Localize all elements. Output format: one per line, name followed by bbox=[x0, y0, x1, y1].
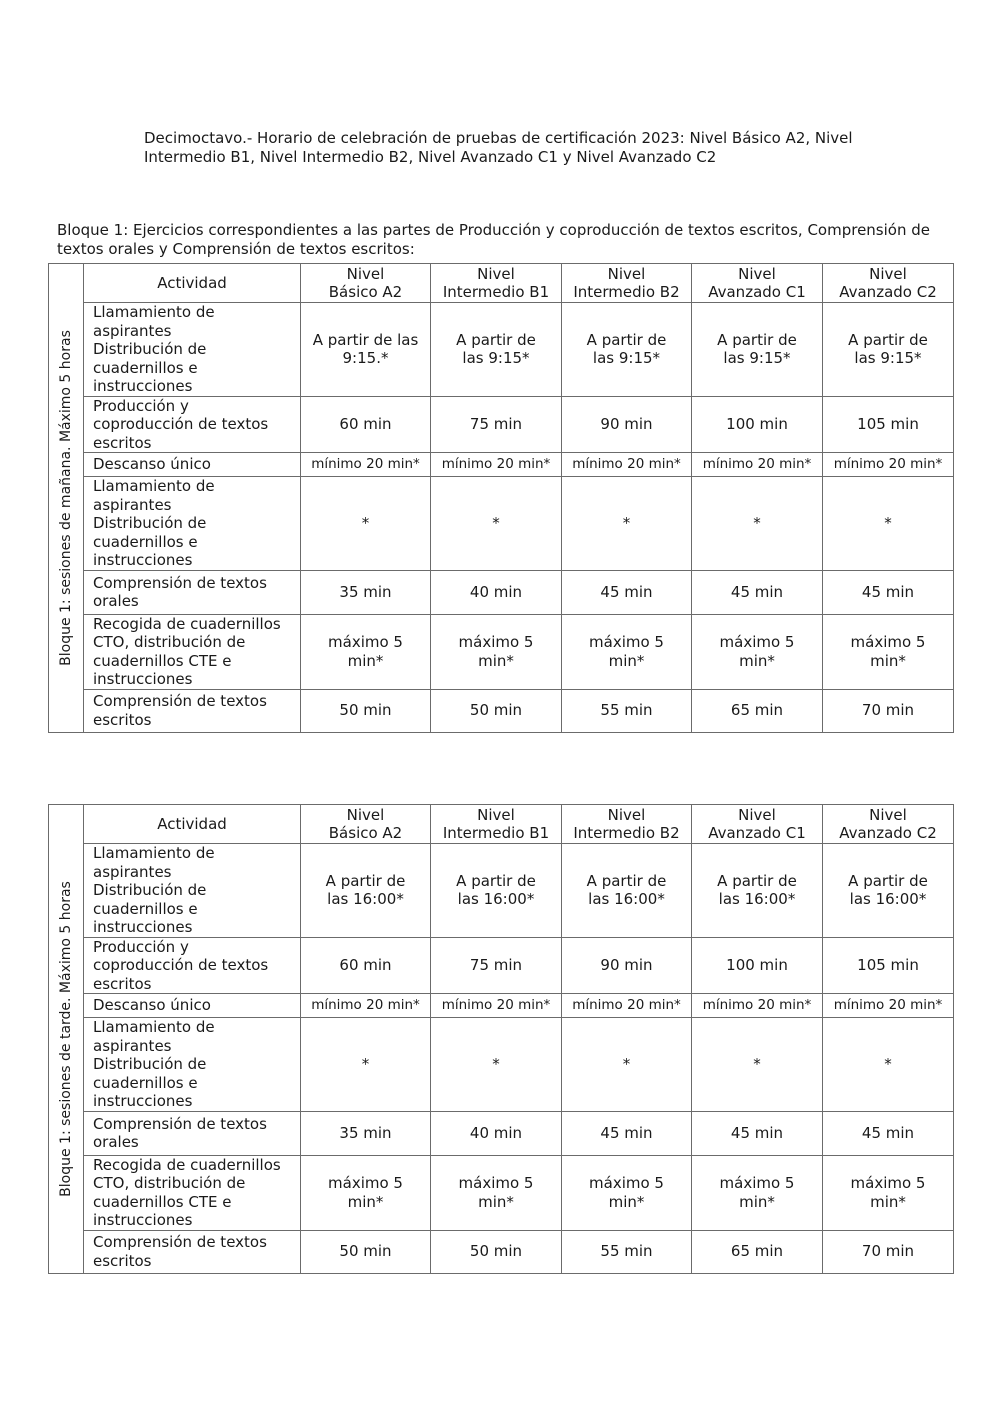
schedule-value-cell bbox=[562, 614, 692, 689]
schedule-value-cell bbox=[431, 1155, 562, 1230]
value-text: * bbox=[361, 514, 370, 532]
activity-cell bbox=[84, 1230, 301, 1273]
column-header-level bbox=[562, 264, 692, 303]
header-row bbox=[49, 805, 954, 844]
value-text: 70 min bbox=[861, 701, 915, 720]
value-text: mínimo 20 min* bbox=[833, 456, 943, 473]
value-line: A partir de bbox=[586, 330, 667, 349]
table-row-recogida bbox=[49, 614, 954, 689]
table-row-cte bbox=[49, 689, 954, 732]
value-text: 65 min bbox=[730, 1242, 784, 1261]
column-header-level bbox=[301, 264, 431, 303]
value-text: 100 min bbox=[726, 415, 788, 433]
table-row-descanso bbox=[49, 994, 954, 1018]
value-line: máximo 5 bbox=[589, 1174, 664, 1192]
value-line: máximo 5 bbox=[850, 633, 926, 651]
schedule-value-cell bbox=[431, 1230, 562, 1273]
table-row-llamamiento-1 bbox=[49, 844, 954, 938]
value-text: 90 min bbox=[600, 956, 653, 974]
schedule-value-cell bbox=[823, 396, 954, 453]
session-side-label bbox=[49, 264, 84, 733]
schedule-value-cell bbox=[823, 453, 954, 477]
value-line: las 16:00* bbox=[327, 890, 404, 909]
activity-line: escritos bbox=[93, 710, 152, 729]
value-line: máximo 5 bbox=[850, 1174, 926, 1192]
level-label-line2: Intermedio B2 bbox=[573, 824, 680, 842]
value-line: máximo 5 bbox=[328, 1174, 403, 1192]
value-line: las 16:00* bbox=[457, 890, 535, 909]
value-text: mínimo 20 min* bbox=[572, 456, 681, 473]
value-text: mínimo 20 min* bbox=[311, 997, 420, 1014]
schedule-value-cell bbox=[301, 1230, 431, 1273]
schedule-value-cell bbox=[562, 1018, 692, 1112]
value-text: 50 min bbox=[339, 1242, 392, 1261]
activity-cell bbox=[84, 477, 301, 571]
schedule-value-cell bbox=[562, 1155, 692, 1230]
schedule-value-cell bbox=[823, 994, 954, 1018]
schedule-value-cell bbox=[562, 396, 692, 453]
value-text: 35 min bbox=[339, 1123, 392, 1142]
value-line: las 16:00* bbox=[849, 890, 927, 909]
schedule-value-cell bbox=[562, 1230, 692, 1273]
activity-line: cuadernillos e bbox=[93, 358, 198, 377]
table-row-llamamiento-1 bbox=[49, 303, 954, 397]
schedule-value-cell bbox=[823, 1230, 954, 1273]
column-header-level bbox=[823, 805, 954, 844]
schedule-value-cell bbox=[562, 689, 692, 732]
value-text: mínimo 20 min* bbox=[702, 997, 812, 1014]
table-row-llamamiento-2 bbox=[49, 477, 954, 571]
value-text: 105 min bbox=[857, 956, 919, 974]
value-text: 75 min bbox=[469, 415, 523, 433]
value-line: min* bbox=[347, 651, 384, 670]
schedule-value-cell bbox=[823, 1155, 954, 1230]
value-line: máximo 5 bbox=[719, 1174, 795, 1192]
value-text: 55 min bbox=[600, 1242, 653, 1261]
activity-line: cuadernillos e bbox=[93, 532, 198, 551]
schedule-value-cell bbox=[301, 1155, 431, 1230]
value-text: * bbox=[884, 1055, 892, 1073]
schedule-value-cell bbox=[301, 396, 431, 453]
value-line: A partir de bbox=[456, 330, 536, 349]
value-text: mínimo 20 min* bbox=[833, 997, 943, 1014]
value-text: 45 min bbox=[600, 1123, 653, 1142]
value-line: min* bbox=[347, 1192, 384, 1211]
value-text: 60 min bbox=[339, 956, 392, 974]
schedule-value-cell bbox=[823, 477, 954, 571]
activity-line: instrucciones bbox=[93, 670, 193, 688]
schedule-value-cell bbox=[431, 396, 562, 453]
value-line: máximo 5 bbox=[458, 633, 534, 651]
schedule-value-cell bbox=[431, 844, 562, 938]
activity-line: Descanso único bbox=[93, 455, 211, 474]
table-row-produccion bbox=[49, 396, 954, 453]
level-label-line2: Avanzado C1 bbox=[708, 824, 806, 842]
activity-line: escritos bbox=[93, 974, 152, 993]
schedule-value-cell bbox=[431, 994, 562, 1018]
schedule-value-cell bbox=[431, 1018, 562, 1112]
schedule-value-cell bbox=[301, 570, 431, 614]
schedule-value-cell bbox=[823, 614, 954, 689]
value-text: 90 min bbox=[600, 415, 653, 433]
column-header-level bbox=[692, 264, 823, 303]
value-line: las 9:15* bbox=[723, 349, 791, 368]
schedule-value-cell bbox=[301, 303, 431, 397]
schedule-value-cell bbox=[692, 303, 823, 397]
level-label-line1: Nivel bbox=[869, 264, 907, 283]
schedule-value-cell bbox=[431, 614, 562, 689]
level-label-line2: Avanzado C2 bbox=[839, 824, 937, 842]
value-text: 40 min bbox=[469, 582, 523, 601]
value-line: A partir de bbox=[848, 871, 928, 890]
schedule-value-cell bbox=[692, 689, 823, 732]
schedule-value-cell bbox=[431, 570, 562, 614]
level-label-line2: Avanzado C1 bbox=[708, 283, 806, 301]
header-row bbox=[49, 264, 954, 303]
value-text: mínimo 20 min* bbox=[441, 456, 551, 473]
table-row-descanso bbox=[49, 453, 954, 477]
value-line: máximo 5 bbox=[458, 1174, 534, 1192]
activity-line: Comprensión de textos bbox=[93, 1233, 267, 1251]
value-line: máximo 5 bbox=[719, 633, 795, 651]
block-intro: Bloque 1: Ejercicios correspondientes a las partes de Producción y coproducción de textos escritos, Comprensión de textos orales y Comprensión de textos escritos: bbox=[57, 221, 930, 258]
value-text: mínimo 20 min* bbox=[311, 456, 420, 473]
activity-line: Comprensión de textos bbox=[93, 1114, 267, 1133]
activity-line: aspirantes bbox=[93, 862, 172, 881]
value-text: mínimo 20 min* bbox=[572, 997, 681, 1014]
value-line: máximo 5 bbox=[328, 633, 403, 651]
column-header-activity: Actividad bbox=[84, 264, 301, 303]
value-line: min* bbox=[870, 651, 906, 670]
column-header-level bbox=[823, 264, 954, 303]
schedule-value-cell bbox=[301, 453, 431, 477]
activity-cell bbox=[84, 1018, 301, 1112]
schedule-value-cell bbox=[823, 303, 954, 397]
value-line: A partir de bbox=[325, 871, 406, 890]
value-text: * bbox=[884, 514, 892, 532]
value-text: * bbox=[492, 514, 500, 532]
schedule-value-cell bbox=[301, 844, 431, 938]
schedule-value-cell bbox=[301, 689, 431, 732]
value-line: máximo 5 bbox=[589, 633, 664, 651]
activity-line: Distribución de bbox=[93, 340, 207, 358]
table-row-produccion bbox=[49, 937, 954, 994]
value-text: 45 min bbox=[861, 1123, 915, 1142]
value-line: las 9:15* bbox=[462, 349, 530, 368]
schedule-value-cell bbox=[692, 1111, 823, 1155]
side-label-text: Bloque 1: sesiones de mañana. Máximo 5 horas bbox=[57, 329, 74, 666]
activity-line: coproducción de textos bbox=[93, 415, 269, 433]
activity-line: Descanso único bbox=[93, 996, 211, 1015]
activity-line: Recogida de cuadernillos bbox=[93, 614, 281, 633]
schedule-value-cell bbox=[562, 937, 692, 994]
schedule-value-cell bbox=[301, 477, 431, 571]
activity-cell bbox=[84, 303, 301, 397]
value-line: min* bbox=[478, 651, 514, 670]
level-label-line2: Básico A2 bbox=[328, 283, 403, 301]
activity-cell bbox=[84, 396, 301, 453]
activity-line: cuadernillos e bbox=[93, 899, 198, 918]
level-label-line1: Nivel bbox=[477, 805, 515, 824]
document-heading: Decimoctavo.- Horario de celebración de pruebas de certificación 2023: Nivel Básico A2, Nivel Intermedio B1, Nivel Intermedio B2, Nivel Avanzado C1 y Nivel Avanzado C2 bbox=[144, 129, 853, 166]
activity-line: Producción y bbox=[93, 396, 189, 415]
schedule-value-cell bbox=[823, 1018, 954, 1112]
table-row-llamamiento-2 bbox=[49, 1018, 954, 1112]
activity-line: Distribución de bbox=[93, 1055, 207, 1073]
schedule-value-cell bbox=[431, 689, 562, 732]
value-text: 75 min bbox=[469, 956, 523, 974]
level-label-line1: Nivel bbox=[607, 264, 646, 283]
activity-line: Recogida de cuadernillos bbox=[93, 1155, 281, 1174]
schedule-value-cell bbox=[692, 994, 823, 1018]
activity-line: aspirantes bbox=[93, 495, 172, 514]
schedule-value-cell bbox=[431, 937, 562, 994]
activity-line: Comprensión de textos bbox=[93, 692, 267, 710]
schedule-value-cell bbox=[692, 570, 823, 614]
schedule-value-cell bbox=[562, 570, 692, 614]
schedule-table-morning bbox=[48, 263, 954, 733]
value-line: A partir de bbox=[586, 871, 667, 890]
value-line: las 16:00* bbox=[718, 890, 796, 909]
activity-cell bbox=[84, 570, 301, 614]
schedule-value-cell bbox=[692, 937, 823, 994]
value-text: 60 min bbox=[339, 415, 392, 433]
schedule-value-cell bbox=[823, 689, 954, 732]
level-label-line1: Nivel bbox=[346, 264, 385, 283]
value-line: 9:15.* bbox=[342, 349, 389, 368]
level-label-line2: Avanzado C2 bbox=[839, 283, 937, 301]
level-label-line2: Intermedio B2 bbox=[573, 283, 680, 301]
value-line: A partir de bbox=[717, 330, 797, 349]
activity-line: Producción y bbox=[93, 937, 189, 956]
column-header-activity: Actividad bbox=[84, 805, 301, 844]
value-line: min* bbox=[870, 1192, 906, 1211]
activity-line: cuadernillos CTE e bbox=[93, 1192, 232, 1211]
activity-line: Distribución de bbox=[93, 514, 207, 532]
schedule-value-cell bbox=[301, 994, 431, 1018]
activity-line: instrucciones bbox=[93, 1211, 193, 1229]
schedule-value-cell bbox=[823, 844, 954, 938]
activity-line: instrucciones bbox=[93, 918, 193, 936]
schedule-value-cell bbox=[692, 1230, 823, 1273]
level-label-line1: Nivel bbox=[738, 264, 776, 283]
side-label-text: Bloque 1: sesiones de tarde. Máximo 5 horas bbox=[57, 880, 74, 1197]
activity-line: orales bbox=[93, 592, 139, 610]
activity-line: Llamamiento de bbox=[93, 844, 215, 862]
activity-line: Comprensión de textos bbox=[93, 573, 267, 592]
schedule-value-cell bbox=[562, 1111, 692, 1155]
activity-line: aspirantes bbox=[93, 1036, 172, 1055]
schedule-value-cell bbox=[301, 1018, 431, 1112]
value-line: min* bbox=[478, 1192, 514, 1211]
level-label-line2: Intermedio B1 bbox=[442, 283, 550, 301]
value-text: * bbox=[622, 1055, 631, 1073]
value-text: 45 min bbox=[600, 582, 653, 601]
value-text: mínimo 20 min* bbox=[702, 456, 812, 473]
activity-cell bbox=[84, 937, 301, 994]
value-line: las 9:15* bbox=[592, 349, 661, 368]
level-label-line1: Nivel bbox=[607, 805, 646, 824]
schedule-value-cell bbox=[301, 1111, 431, 1155]
activity-cell bbox=[84, 994, 301, 1018]
value-line: min* bbox=[739, 1192, 775, 1211]
value-text: * bbox=[753, 1055, 761, 1073]
value-text: 50 min bbox=[469, 1242, 523, 1261]
activity-line: Distribución de bbox=[93, 881, 207, 899]
activity-line: CTO, distribución de bbox=[93, 633, 246, 651]
activity-line: escritos bbox=[93, 1251, 152, 1270]
value-text: 55 min bbox=[600, 701, 653, 720]
schedule-value-cell bbox=[562, 477, 692, 571]
value-line: min* bbox=[608, 651, 645, 670]
table-row-recogida bbox=[49, 1155, 954, 1230]
activity-line: escritos bbox=[93, 433, 152, 452]
column-header-level bbox=[431, 264, 562, 303]
value-text: 70 min bbox=[861, 1242, 915, 1261]
level-label-line1: Nivel bbox=[477, 264, 515, 283]
activity-line: Llamamiento de bbox=[93, 303, 215, 321]
level-label-line1: Nivel bbox=[869, 805, 907, 824]
value-text: * bbox=[753, 514, 761, 532]
value-text: * bbox=[622, 514, 631, 532]
schedule-value-cell bbox=[692, 453, 823, 477]
schedule-value-cell bbox=[692, 1155, 823, 1230]
schedule-value-cell bbox=[562, 453, 692, 477]
column-header-level bbox=[431, 805, 562, 844]
value-line: A partir de bbox=[717, 871, 797, 890]
level-label-line1: Nivel bbox=[738, 805, 776, 824]
activity-cell bbox=[84, 453, 301, 477]
column-header-level bbox=[301, 805, 431, 844]
activity-cell bbox=[84, 844, 301, 938]
value-line: las 9:15* bbox=[854, 349, 922, 368]
table-row-cte bbox=[49, 1230, 954, 1273]
activity-line: Llamamiento de bbox=[93, 477, 215, 495]
schedule-value-cell bbox=[823, 937, 954, 994]
value-text: * bbox=[492, 1055, 500, 1073]
value-text: mínimo 20 min* bbox=[441, 997, 551, 1014]
table-row-cto bbox=[49, 570, 954, 614]
column-header-level bbox=[692, 805, 823, 844]
session-side-label bbox=[49, 805, 84, 1274]
activity-cell bbox=[84, 1155, 301, 1230]
value-line: A partir de bbox=[848, 330, 928, 349]
activity-line: instrucciones bbox=[93, 1092, 193, 1110]
value-text: 35 min bbox=[339, 582, 392, 601]
value-text: 100 min bbox=[726, 956, 788, 974]
schedule-value-cell bbox=[301, 614, 431, 689]
schedule-table-afternoon bbox=[48, 804, 954, 1274]
value-line: min* bbox=[608, 1192, 645, 1211]
activity-line: Llamamiento de bbox=[93, 1018, 215, 1036]
activity-line: cuadernillos e bbox=[93, 1073, 198, 1092]
activity-line: instrucciones bbox=[93, 377, 193, 395]
value-text: 65 min bbox=[730, 701, 784, 720]
value-line: las 16:00* bbox=[588, 890, 665, 909]
activity-line: coproducción de textos bbox=[93, 956, 269, 974]
schedule-value-cell bbox=[562, 844, 692, 938]
activity-line: CTO, distribución de bbox=[93, 1174, 246, 1192]
activity-cell bbox=[84, 689, 301, 732]
schedule-value-cell bbox=[431, 477, 562, 571]
activity-line: cuadernillos CTE e bbox=[93, 651, 232, 670]
schedule-value-cell bbox=[431, 303, 562, 397]
table-row-cto bbox=[49, 1111, 954, 1155]
value-line: min* bbox=[739, 651, 775, 670]
value-text: 105 min bbox=[857, 415, 919, 433]
level-label-line1: Nivel bbox=[346, 805, 385, 824]
value-text: 40 min bbox=[469, 1123, 523, 1142]
schedule-value-cell bbox=[301, 937, 431, 994]
schedule-value-cell bbox=[823, 570, 954, 614]
schedule-value-cell bbox=[692, 396, 823, 453]
value-line: A partir de las bbox=[312, 330, 419, 349]
schedule-value-cell bbox=[431, 453, 562, 477]
schedule-value-cell bbox=[692, 1018, 823, 1112]
schedule-value-cell bbox=[562, 994, 692, 1018]
value-text: 50 min bbox=[469, 701, 523, 720]
schedule-value-cell bbox=[823, 1111, 954, 1155]
schedule-value-cell bbox=[431, 1111, 562, 1155]
schedule-value-cell bbox=[692, 844, 823, 938]
level-label-line2: Básico A2 bbox=[328, 824, 403, 842]
schedule-value-cell bbox=[692, 614, 823, 689]
value-text: 50 min bbox=[339, 701, 392, 720]
schedule-value-cell bbox=[562, 303, 692, 397]
activity-line: aspirantes bbox=[93, 321, 172, 340]
activity-line: orales bbox=[93, 1133, 139, 1151]
activity-cell bbox=[84, 1111, 301, 1155]
value-line: A partir de bbox=[456, 871, 536, 890]
activity-cell bbox=[84, 614, 301, 689]
schedule-value-cell bbox=[692, 477, 823, 571]
level-label-line2: Intermedio B1 bbox=[442, 824, 550, 842]
value-text: 45 min bbox=[861, 582, 915, 601]
value-text: 45 min bbox=[730, 582, 784, 601]
value-text: 45 min bbox=[730, 1123, 784, 1142]
activity-line: instrucciones bbox=[93, 551, 193, 569]
column-header-level bbox=[562, 805, 692, 844]
value-text: * bbox=[361, 1055, 370, 1073]
